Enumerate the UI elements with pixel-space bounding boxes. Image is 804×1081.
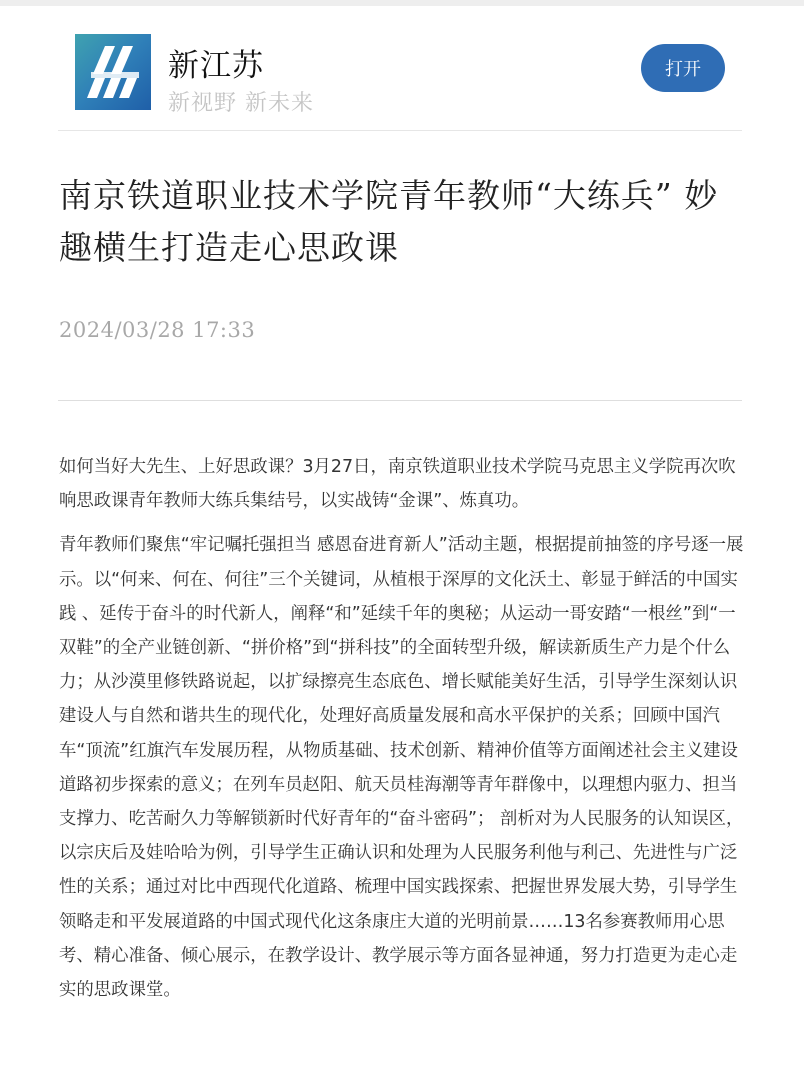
article-title: 南京铁道职业技术学院青年教师“大练兵” 妙趣横生打造走心思政课 xyxy=(59,176,719,267)
app-logo xyxy=(75,34,151,110)
article-paragraph: 如何当好大先生、上好思政课？3月27日，南京铁道职业技术学院马克思主义学院再次吹响思政课青年教师大练兵集结号，以实战铸“金课”、炼真功。 xyxy=(59,457,736,512)
app-header xyxy=(58,6,742,131)
open-app-button[interactable]: 打开 xyxy=(641,44,725,92)
article-date: 2024/03/28 17:33 xyxy=(59,318,256,342)
logo-mark-icon xyxy=(75,34,151,110)
brand-name: 新江苏 xyxy=(168,48,264,84)
divider xyxy=(58,400,742,401)
article-body xyxy=(59,450,749,1017)
brand-slogan: 新视野 新未来 xyxy=(168,91,314,116)
article-paragraph: 青年教师们聚焦“牢记嘱托强担当 感恩奋进育新人”活动主题，根据提前抽签的序号逐一展示。以“何来、何在、何往”三个关键词，从植根于深厚的文化沃土、彰显于鲜活的中国实践 、延传于奋斗的时代新人，阐释“和”延续千年的奥秘；从运动一哥安踏“一根丝”到“一双鞋”的全产业链创新、“拼价格”到“拼科技”的全面转型升级，解读新质生产力是个什么力；从沙漠里修铁路说起，以扩绿擦亮生态底色、增长赋能美好生活，引导学生深刻认识建设人与自然和谐共生的现代化，处理好高质量发展和高水平保护的关系；回顾中国汽车“顶流”红旗汽车发展历程，从物质基础、技术创新、精神价值等方面阐述社会主义建设道路初步探索的意义；在列车员赵阳、航天员桂海潮等青年群像中，以理想内驱力、担当支撑力、吃苦耐久力等解锁新时代好青年的“奋斗密码”； 剖析对为人民服务的认知误区，以宗庆后及娃哈哈为例，引导学生正确认识和处理为人民服务利他与利己、先进性与广泛性的关系；通过对比中西现代化道路、梳理中国实践探索、把握世界发展大势，引导学生领略走和平发展道路的中国式现代化这条康庄大道的光明前景……13名参赛教师用心思考、精心准备、倾心展示，在教学设计、教学展示等方面各显神通，努力打造更为走心走实的思政课堂。 xyxy=(59,535,744,1001)
